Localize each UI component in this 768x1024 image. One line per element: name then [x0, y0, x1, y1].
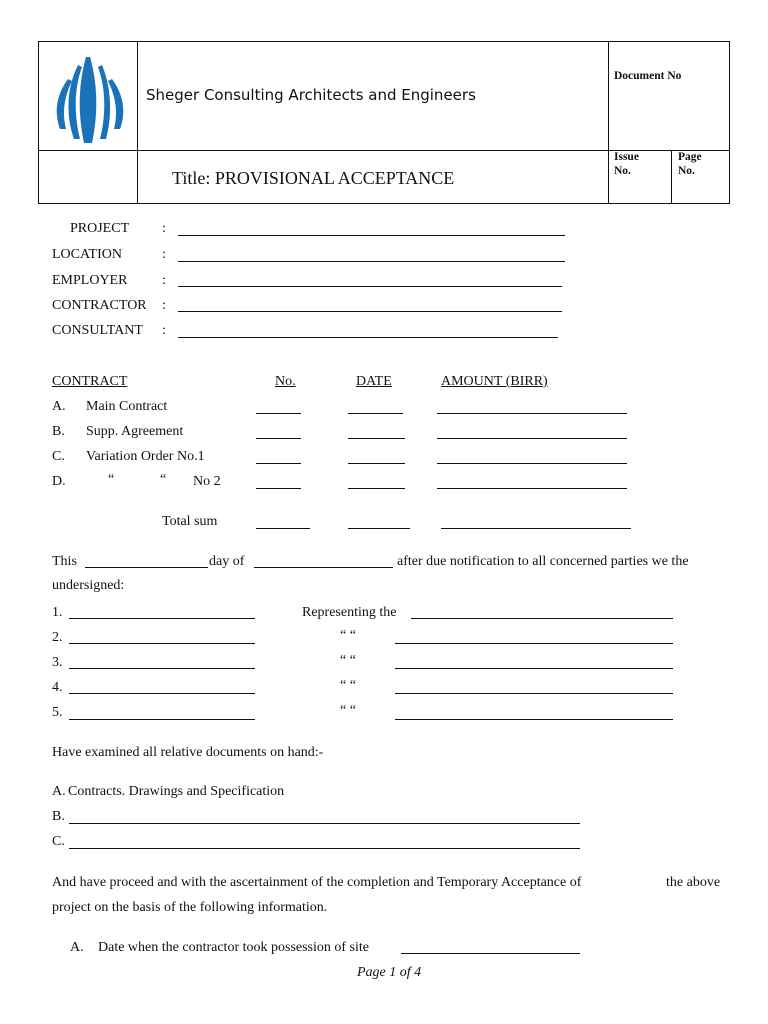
title-prefix: Title: — [172, 168, 215, 188]
field-label-contractor: CONTRACTOR — [52, 298, 147, 313]
date-field[interactable] — [348, 463, 405, 464]
signatory-number: 5. — [52, 705, 63, 720]
signatory-name-field[interactable] — [69, 618, 255, 619]
document-item-letter: A. — [52, 784, 66, 799]
total-no-field[interactable] — [256, 528, 310, 529]
possession-date-field[interactable] — [401, 953, 580, 954]
document-no-label: Document No — [614, 70, 682, 82]
month-year-field[interactable] — [254, 567, 393, 568]
info-item-text: Date when the contractor took possession of site — [98, 940, 369, 955]
no-field[interactable] — [256, 463, 301, 464]
examined-statement: Have examined all relative documents on hand:- — [52, 745, 324, 760]
document-item-field[interactable] — [69, 823, 580, 824]
ditto-mark: “ — [160, 472, 167, 487]
row-letter: A. — [52, 399, 66, 414]
signatory-name-field[interactable] — [69, 643, 255, 644]
date-field[interactable] — [348, 488, 405, 489]
signatory-number: 1. — [52, 605, 63, 620]
row-label: No 2 — [193, 474, 221, 489]
amount-header: AMOUNT (BIRR) — [441, 374, 548, 389]
header-divider — [608, 42, 609, 204]
signatory-name-field[interactable] — [69, 668, 255, 669]
document-item-field[interactable] — [69, 848, 580, 849]
total-amount-field[interactable] — [441, 528, 631, 529]
issue-no-label — [614, 150, 639, 178]
row-letter: C. — [52, 449, 65, 464]
signatory-name-field[interactable] — [69, 719, 255, 720]
page-footer: Page 1 of 4 — [357, 965, 422, 980]
field-sep: : — [162, 323, 166, 338]
page-no-label-line1: Page — [678, 151, 702, 163]
signatory-number: 2. — [52, 630, 63, 645]
field-label-consultant: CONSULTANT — [52, 323, 143, 338]
row-label: Variation Order No.1 — [86, 449, 205, 464]
contractor-field[interactable] — [178, 311, 562, 312]
date-header: DATE — [356, 374, 392, 389]
project-field[interactable] — [178, 235, 565, 236]
intro-undersigned: undersigned: — [52, 578, 125, 593]
location-field[interactable] — [178, 261, 565, 262]
no-field[interactable] — [256, 438, 301, 439]
intro-this: This — [52, 554, 77, 569]
issue-no-label-line2: No. — [614, 165, 631, 177]
row-letter: D. — [52, 474, 66, 489]
date-field[interactable] — [348, 413, 403, 414]
amount-field[interactable] — [437, 438, 627, 439]
intro-day-of: day of — [209, 554, 245, 569]
field-label-employer: EMPLOYER — [52, 273, 128, 288]
representing-field[interactable] — [411, 618, 673, 619]
day-field[interactable] — [85, 567, 208, 568]
row-label: Supp. Agreement — [86, 424, 184, 439]
title-text: PROVISIONAL ACCEPTANCE — [214, 168, 455, 188]
amount-field[interactable] — [437, 413, 627, 414]
page-title — [172, 168, 454, 189]
signatory-name-field[interactable] — [69, 693, 255, 694]
representing-field[interactable] — [395, 719, 673, 720]
representing-field[interactable] — [395, 643, 673, 644]
proceed-line1-end: the above — [666, 875, 721, 890]
header-divider — [671, 150, 672, 204]
total-sum-label: Total sum — [162, 514, 218, 529]
company-logo-icon — [48, 55, 130, 147]
ditto-mark: “ — [108, 472, 115, 487]
document-item-letter: C. — [52, 834, 65, 849]
page-no-label-line2: No. — [678, 165, 695, 177]
field-sep: : — [162, 273, 166, 288]
no-header: No. — [275, 374, 296, 389]
representing-label: Representing the — [302, 605, 397, 620]
header-divider — [137, 42, 138, 204]
signatory-number: 4. — [52, 680, 63, 695]
amount-field[interactable] — [437, 463, 627, 464]
field-sep: : — [162, 247, 166, 262]
amount-field[interactable] — [437, 488, 627, 489]
row-label: Main Contract — [86, 399, 168, 414]
ditto-mark: “ “ — [340, 703, 356, 718]
no-field[interactable] — [256, 413, 301, 414]
intro-after: after due notification to all concerned parties we the — [397, 554, 689, 569]
issue-no-label-line1: Issue — [614, 151, 639, 163]
document-item-text: Contracts. Drawings and Specification — [68, 784, 285, 799]
consultant-field[interactable] — [178, 337, 558, 338]
company-name: Sheger Consulting Architects and Engineers — [146, 86, 476, 104]
signatory-number: 3. — [52, 655, 63, 670]
ditto-mark: “ “ — [340, 628, 356, 643]
date-field[interactable] — [348, 438, 405, 439]
field-sep: : — [162, 221, 166, 236]
field-sep: : — [162, 298, 166, 313]
employer-field[interactable] — [178, 286, 562, 287]
representing-field[interactable] — [395, 693, 673, 694]
row-letter: B. — [52, 424, 65, 439]
no-field[interactable] — [256, 488, 301, 489]
field-label-project: PROJECT — [70, 221, 130, 236]
document-item-letter: B. — [52, 809, 65, 824]
page-no-label — [678, 150, 702, 178]
contract-header: CONTRACT — [52, 374, 128, 389]
info-item-letter: A. — [70, 940, 84, 955]
proceed-line2: project on the basis of the following information. — [52, 900, 328, 915]
ditto-mark: “ “ — [340, 678, 356, 693]
field-label-location: LOCATION — [52, 247, 122, 262]
representing-field[interactable] — [395, 668, 673, 669]
proceed-line1: And have proceed and with the ascertainment of the completion and Temporary Acceptance of — [52, 875, 582, 890]
ditto-mark: “ “ — [340, 653, 356, 668]
total-date-field[interactable] — [348, 528, 410, 529]
